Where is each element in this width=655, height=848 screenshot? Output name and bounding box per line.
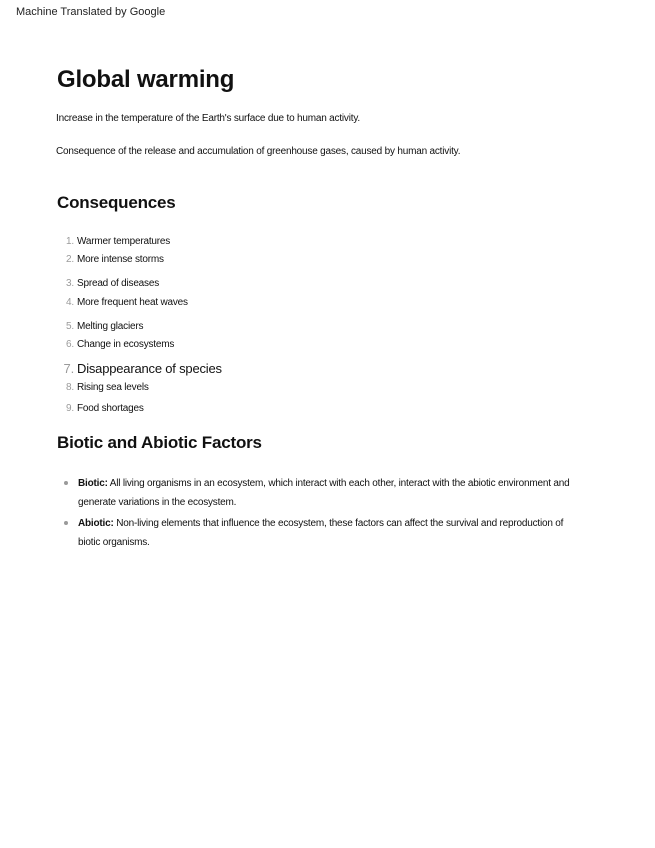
list-item-number: 1. [66, 236, 74, 247]
factors-list [64, 474, 584, 554]
list-item [57, 403, 144, 414]
bullet-icon [64, 521, 68, 525]
list-item [57, 361, 222, 376]
factor-description: Non-living elements that influence the ecosystem, these factors can affect the survival and reproduction of biotic organisms. [78, 518, 564, 548]
list-item-number: 5. [66, 321, 74, 332]
consequences-heading: Consequences [57, 193, 176, 212]
list-item-text: Change in ecosystems [77, 339, 175, 350]
list-item-number: 3. [66, 278, 74, 289]
list-item [57, 278, 159, 289]
list-item [57, 339, 174, 350]
list-item-text: Rising sea levels [77, 382, 149, 393]
list-item-number: 4. [66, 297, 74, 308]
cause-paragraph: Consequence of the release and accumulation of greenhouse gases, caused by human activity. [56, 146, 461, 157]
document-body [56, 66, 617, 548]
list-item-text: More intense storms [77, 254, 164, 265]
list-item-text: More frequent heat waves [77, 297, 188, 308]
list-item [57, 254, 164, 265]
list-item [57, 297, 188, 308]
list-item [64, 474, 584, 512]
list-item [57, 382, 149, 393]
factor-description: All living organisms in an ecosystem, which interact with each other, interact with the abiotic environment and generate variations in the ecosystem. [78, 478, 570, 508]
list-item-number: 9. [66, 403, 74, 414]
factor-term: Biotic: [78, 478, 108, 489]
factors-heading: Biotic and Abiotic Factors [57, 433, 262, 452]
list-item-number: 6. [66, 339, 74, 350]
list-item-text: Spread of diseases [77, 278, 160, 289]
page-title: Global warming [57, 66, 235, 93]
list-item [57, 321, 143, 332]
list-item [57, 236, 170, 247]
list-item-number: 2. [66, 254, 74, 265]
list-item-text: Food shortages [77, 403, 144, 414]
list-item-number: 8. [66, 382, 74, 393]
factor-term: Abiotic: [78, 518, 114, 529]
list-item-text: Disappearance of species [77, 361, 222, 376]
list-item-text: Warmer temperatures [77, 236, 171, 247]
list-item-text: Melting glaciers [77, 321, 144, 332]
bullet-icon [64, 481, 68, 485]
list-item [64, 514, 584, 552]
list-item-number: 7. [63, 361, 74, 376]
machine-translation-banner: Machine Translated by Google [16, 6, 166, 18]
definition-paragraph: Increase in the temperature of the Earth's surface due to human activity. [56, 113, 360, 124]
